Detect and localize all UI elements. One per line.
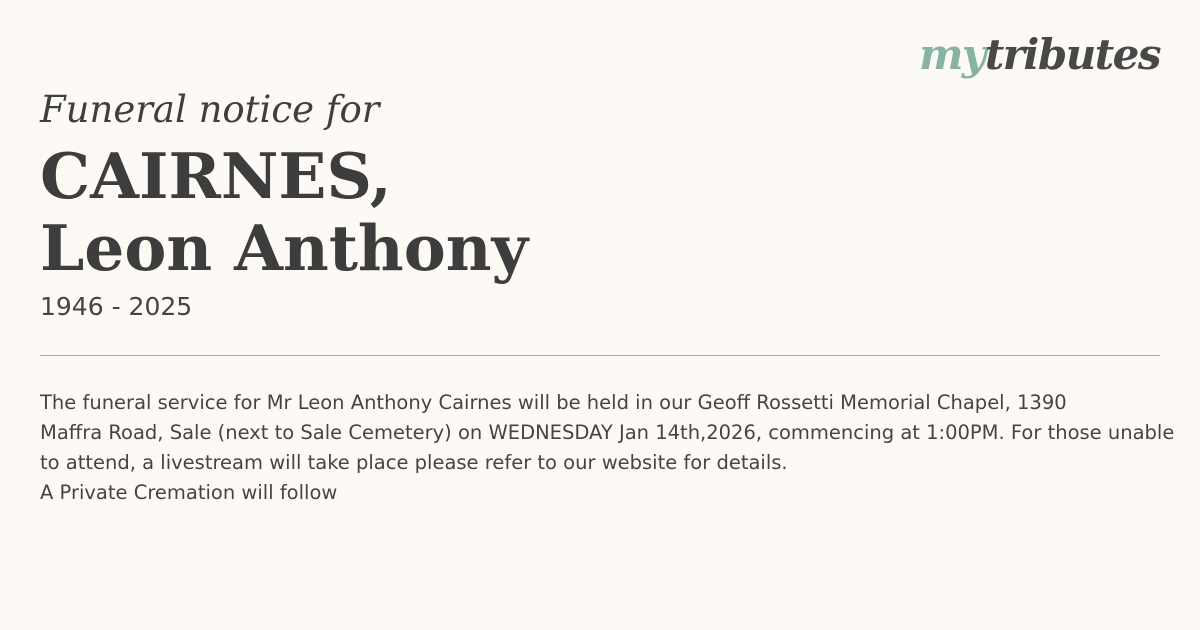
deceased-surname: CAIRNES, [40, 139, 392, 213]
notice-body-line: The funeral service for Mr Leon Anthony Cairnes will be held in our Geoff Rossetti Memorial Chapel, 1390 [40, 391, 1067, 414]
deceased-given-names: Leon Anthony [40, 211, 529, 285]
logo-tributes-text: tributes [984, 30, 1160, 79]
deceased-name [40, 140, 528, 284]
notice-intro-heading: Funeral notice for [40, 88, 380, 131]
section-divider [40, 355, 1160, 356]
notice-body [40, 388, 1180, 508]
logo-my-text: my [918, 30, 985, 79]
notice-body-line: A Private Cremation will follow [40, 481, 338, 504]
notice-body-line: Maffra Road, Sale (next to Sale Cemetery) on WEDNESDAY Jan 14th,2026, commencing at 1:00PM. For those unable [40, 421, 1175, 444]
life-years: 1946 - 2025 [40, 292, 193, 321]
mytributes-logo[interactable] [918, 30, 1160, 79]
notice-body-line: to attend, a livestream will take place please refer to our website for details. [40, 451, 788, 474]
